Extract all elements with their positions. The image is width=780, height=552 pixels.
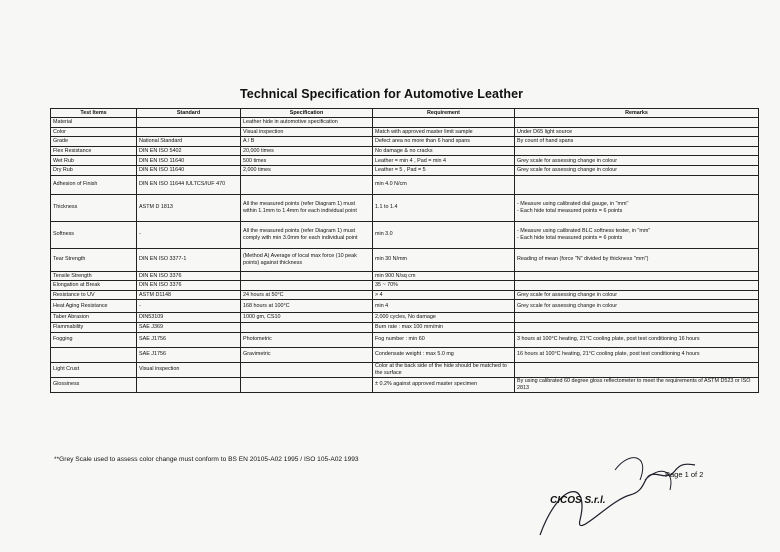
cell-requirement: Fog number : min 60 xyxy=(373,332,515,347)
cell-remarks: Reading of mean (force "N" divided by thickness "mm") xyxy=(515,248,759,271)
cell-test-item: Resistance to UV xyxy=(51,290,137,300)
cell-specification: A / B xyxy=(241,137,373,147)
cell-remarks xyxy=(515,281,759,291)
table-row xyxy=(51,248,759,271)
cell-requirement: Condensate weight : max 5.0 mg xyxy=(373,347,515,362)
table-header-row xyxy=(51,109,759,118)
table-row xyxy=(51,165,759,175)
cell-test-item: Flammability xyxy=(51,322,137,332)
cell-standard: DIN EN ISO 11644 IULTCS/IUF 470 xyxy=(137,175,241,194)
table-row xyxy=(51,156,759,166)
table-row xyxy=(51,127,759,137)
cell-standard: DIN EN ISO 11640 xyxy=(137,156,241,166)
table-row xyxy=(51,175,759,194)
document-title: Technical Specification for Automotive Leather xyxy=(240,87,524,101)
cell-specification xyxy=(241,377,373,392)
table-row xyxy=(51,281,759,291)
footnote: **Grey Scale used to assess color change must conform to BS EN 20105-A02 1995 / ISO 105-A02 1993 xyxy=(54,456,359,463)
cell-requirement: Leather = 5 , Pad = 5 xyxy=(373,165,515,175)
cell-test-item: Softness xyxy=(51,221,137,248)
cell-requirement: min 3.0 xyxy=(373,221,515,248)
cell-remarks: Under D65 light source xyxy=(515,127,759,137)
cell-remarks xyxy=(515,362,759,377)
cell-standard: National Standard xyxy=(137,137,241,147)
cell-specification: 168 hours at 100°C xyxy=(241,300,373,313)
cell-test-item: Glossiness xyxy=(51,377,137,392)
cell-specification: 1000 gm, CS10 xyxy=(241,313,373,323)
cell-specification xyxy=(241,362,373,377)
cell-remarks: - Measure using calibrated BLC softness tester, in "mm" - Each hide total measured points = 6 points xyxy=(515,221,759,248)
header-specification: Specification xyxy=(241,109,373,118)
cell-specification: Visual inspection xyxy=(241,127,373,137)
cell-specification: Photometric xyxy=(241,332,373,347)
cell-standard: - xyxy=(137,221,241,248)
cell-standard: DIN EN ISO 3376 xyxy=(137,281,241,291)
cell-test-item: Dry Rub xyxy=(51,165,137,175)
header-remarks: Remarks xyxy=(515,109,759,118)
table-row xyxy=(51,221,759,248)
cell-specification: 500 times xyxy=(241,156,373,166)
cell-test-item: Adhesion of Finish xyxy=(51,175,137,194)
cell-specification: 2,000 times xyxy=(241,165,373,175)
cell-specification xyxy=(241,271,373,281)
cell-test-item: Grade xyxy=(51,137,137,147)
cell-requirement: Color at the back side of the hide should be matched to the surface xyxy=(373,362,515,377)
cell-standard: ASTM D 1813 xyxy=(137,194,241,221)
cell-specification: Leather hide in automotive specification xyxy=(241,118,373,128)
cell-specification: Gravimetric xyxy=(241,347,373,362)
cell-standard: DIN EN ISO 3376 xyxy=(137,271,241,281)
cell-standard: SAE J1756 xyxy=(137,332,241,347)
cell-requirement: min 4 xyxy=(373,300,515,313)
cell-test-item: Elongation at Break xyxy=(51,281,137,291)
cell-test-item: Fogging xyxy=(51,332,137,347)
cell-requirement: > 4 xyxy=(373,290,515,300)
table-row xyxy=(51,332,759,347)
cell-standard: ASTM D1148 xyxy=(137,290,241,300)
cell-requirement: 2,000 cycles, No damage xyxy=(373,313,515,323)
cell-remarks xyxy=(515,313,759,323)
cell-remarks: Grey scale for assessing change in colour xyxy=(515,156,759,166)
cell-requirement: Defect area no more than 6 hand spans xyxy=(373,137,515,147)
table-row xyxy=(51,194,759,221)
table-row xyxy=(51,146,759,156)
cell-test-item xyxy=(51,347,137,362)
cell-test-item: Wet Rub xyxy=(51,156,137,166)
cell-test-item: Thickness xyxy=(51,194,137,221)
cell-requirement: 1.1 to 1.4 xyxy=(373,194,515,221)
table-row xyxy=(51,377,759,392)
cell-remarks: By using calibrated 60 degree gloss reflectometer to meet the requirements of ASTM D523 or ISO 2813 xyxy=(515,377,759,392)
cell-requirement: No damage & no cracks xyxy=(373,146,515,156)
table-body xyxy=(51,118,759,393)
cell-specification xyxy=(241,281,373,291)
cell-specification xyxy=(241,175,373,194)
cell-specification: (Method A) Average of local max force (10 peak points) against thickness xyxy=(241,248,373,271)
cell-test-item: Heat Aging Resistance xyxy=(51,300,137,313)
cell-test-item: Material xyxy=(51,118,137,128)
cell-requirement: Burn rate : max 100 mm/min xyxy=(373,322,515,332)
cell-requirement: min 4.0 N/cm xyxy=(373,175,515,194)
table-row xyxy=(51,290,759,300)
cell-test-item: Tensile Strength xyxy=(51,271,137,281)
cell-remarks: - Measure using calibrated dial gauge, in "mm" - Each hide total measured points = 6 points xyxy=(515,194,759,221)
cell-test-item: Color xyxy=(51,127,137,137)
header-standard: Standard xyxy=(137,109,241,118)
cell-requirement: min 30 N/mm xyxy=(373,248,515,271)
cell-specification xyxy=(241,322,373,332)
table-row xyxy=(51,118,759,128)
cell-test-item: Light Crust xyxy=(51,362,137,377)
table-row xyxy=(51,300,759,313)
cell-remarks xyxy=(515,118,759,128)
header-test-items: Test Items xyxy=(51,109,137,118)
cell-requirement: 35 ~ 70% xyxy=(373,281,515,291)
cell-specification: 24 hours at 50°C xyxy=(241,290,373,300)
cell-remarks xyxy=(515,322,759,332)
cell-remarks xyxy=(515,271,759,281)
cell-remarks: By count of hand spans xyxy=(515,137,759,147)
cell-standard xyxy=(137,118,241,128)
cell-remarks: 16 hours at 100°C heating, 21°C cooling plate, post test conditioning 4 hours xyxy=(515,347,759,362)
cell-standard xyxy=(137,127,241,137)
cell-specification: All the measured points (refer Diagram 1) must comply with min 3.0mm for each individual point xyxy=(241,221,373,248)
cell-requirement: min 900 N/sq cm xyxy=(373,271,515,281)
cell-specification: 20,000 times xyxy=(241,146,373,156)
table-row xyxy=(51,362,759,377)
cell-standard: DIN EN ISO 3377-1 xyxy=(137,248,241,271)
cell-standard: DIN EN ISO 5402 xyxy=(137,146,241,156)
table-row xyxy=(51,271,759,281)
cell-standard: SAE J1756 xyxy=(137,347,241,362)
table-row xyxy=(51,137,759,147)
table-row xyxy=(51,322,759,332)
cell-test-item: Flex Resistance xyxy=(51,146,137,156)
cell-requirement: Match with approved master limit sample xyxy=(373,127,515,137)
cell-standard xyxy=(137,377,241,392)
cell-test-item: Tear Strength xyxy=(51,248,137,271)
cell-remarks: Grey scale for assessing change in colour xyxy=(515,290,759,300)
cell-requirement: Leather = min 4 , Pad = min 4 xyxy=(373,156,515,166)
cell-standard: SAE J369 xyxy=(137,322,241,332)
cell-standard: Visual inspection xyxy=(137,362,241,377)
table-row xyxy=(51,347,759,362)
cell-test-item: Taber Abrasion xyxy=(51,313,137,323)
company-stamp: CICOS S.r.l. xyxy=(550,495,606,506)
cell-requirement xyxy=(373,118,515,128)
page-number: Page 1 of 2 xyxy=(665,470,704,479)
cell-requirement: ± 0.2% against approved master specimen xyxy=(373,377,515,392)
cell-standard: DIN53109 xyxy=(137,313,241,323)
spec-table xyxy=(50,108,759,393)
cell-remarks xyxy=(515,146,759,156)
cell-remarks: 3 hours at 100°C heating, 21°C cooling plate, post test conditioning 16 hours xyxy=(515,332,759,347)
cell-specification: All the measured points (refer Diagram 1) must within 1.1mm to 1.4mm for each individual point xyxy=(241,194,373,221)
cell-remarks: Grey scale for assessing change in colour xyxy=(515,300,759,313)
cell-remarks xyxy=(515,175,759,194)
cell-standard: DIN EN ISO 11640 xyxy=(137,165,241,175)
table-row xyxy=(51,313,759,323)
cell-standard: - xyxy=(137,300,241,313)
header-requirement: Requirement xyxy=(373,109,515,118)
cell-remarks: Grey scale for assessing change in colour xyxy=(515,165,759,175)
